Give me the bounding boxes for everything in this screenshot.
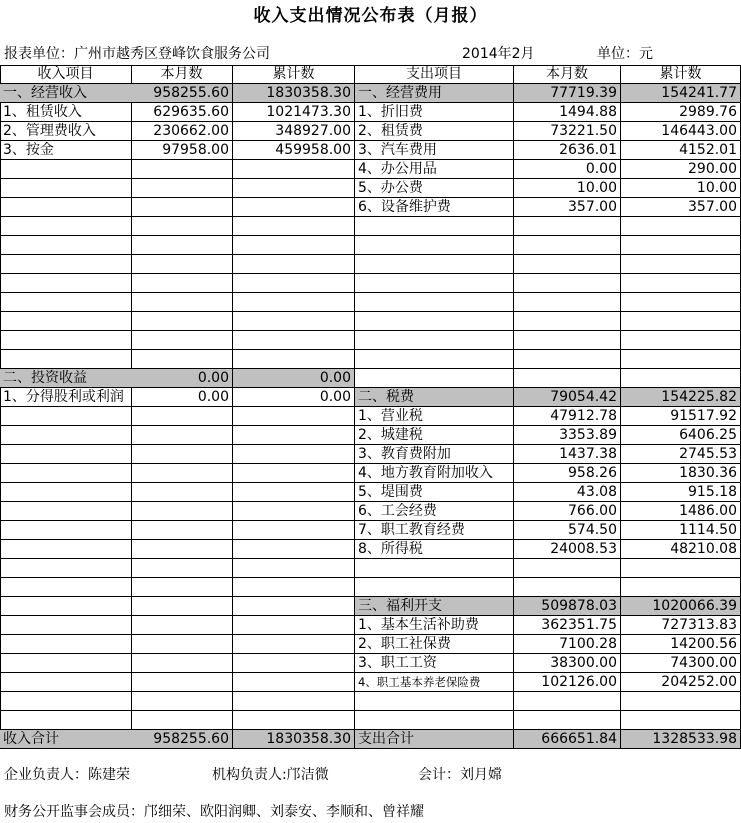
expense-month-value [514, 312, 621, 331]
income-month-value [131, 597, 233, 616]
income-item-label [0, 578, 132, 597]
expense-cumulative-value: 154225.82 [621, 388, 741, 407]
income-month-value: 958255.60 [131, 730, 233, 749]
income-cumulative-value: 0.00 [233, 369, 355, 388]
currency-unit: 单位：元 [597, 46, 653, 62]
income-cumulative-value [233, 578, 355, 597]
expense-month-value: 77719.39 [514, 84, 621, 103]
expense-month-value [514, 369, 621, 388]
expense-item-label [355, 331, 514, 350]
expense-item-label: 8、所得税 [355, 540, 514, 559]
expense-item-label: 4、职工基本养老保险费 [355, 673, 514, 692]
income-month-value [131, 483, 233, 502]
expense-item-label [355, 274, 514, 293]
income-cumulative-value [233, 255, 355, 274]
income-item-label [0, 217, 132, 236]
expense-item-label: 1、折旧费 [355, 103, 514, 122]
income-item-label [0, 654, 132, 673]
expense-item-header: 支出项目 [355, 65, 514, 84]
expense-month-value: 574.50 [514, 521, 621, 540]
expense-month-value: 362351.75 [514, 616, 621, 635]
expense-cumulative-value: 290.00 [621, 160, 741, 179]
expense-month-value: 357.00 [514, 198, 621, 217]
expense-cumulative-value: 2989.76 [621, 103, 741, 122]
income-month-value [131, 559, 233, 578]
income-item-label [0, 179, 132, 198]
accountant: 会计：刘月嫦 [418, 767, 502, 783]
expense-month-value: 2636.01 [514, 141, 621, 160]
expense-cumulative-value [621, 255, 741, 274]
report-period: 2014年2月 [462, 46, 535, 62]
income-cumulative-header: 累计数 [233, 65, 355, 84]
expense-cumulative-value [621, 578, 741, 597]
income-month-value [131, 673, 233, 692]
income-item-header: 收入项目 [0, 65, 132, 84]
income-month-header: 本月数 [131, 65, 233, 84]
income-cumulative-value [233, 426, 355, 445]
income-item-label [0, 502, 132, 521]
income-cumulative-value [233, 331, 355, 350]
income-item-label [0, 293, 132, 312]
expense-item-label: 三、福利开支 [355, 597, 514, 616]
income-cumulative-value [233, 179, 355, 198]
expense-month-header: 本月数 [514, 65, 621, 84]
expense-cumulative-value: 146443.00 [621, 122, 741, 141]
income-cumulative-value [233, 711, 355, 730]
expense-cumulative-value [621, 293, 741, 312]
expense-month-value [514, 293, 621, 312]
income-cumulative-value [233, 312, 355, 331]
income-month-value [131, 540, 233, 559]
expense-item-label [355, 711, 514, 730]
expense-item-label: 3、教育费附加 [355, 445, 514, 464]
expense-month-value: 3353.89 [514, 426, 621, 445]
expense-month-value: 666651.84 [514, 730, 621, 749]
expense-item-label [355, 578, 514, 597]
income-month-value: 0.00 [131, 369, 233, 388]
income-cumulative-value [233, 445, 355, 464]
reporting-unit: 报表单位：广州市越秀区登峰饮食服务公司 [4, 46, 270, 62]
expense-cumulative-value [621, 350, 741, 369]
income-item-label [0, 483, 132, 502]
expense-month-value: 79054.42 [514, 388, 621, 407]
income-item-label [0, 350, 132, 369]
income-cumulative-value [233, 350, 355, 369]
expense-cumulative-header: 累计数 [621, 65, 741, 84]
expense-month-value: 0.00 [514, 160, 621, 179]
income-item-label [0, 692, 132, 711]
expense-month-value [514, 255, 621, 274]
income-month-value [131, 312, 233, 331]
expense-month-value [514, 578, 621, 597]
income-cumulative-value [233, 407, 355, 426]
expense-month-value [514, 217, 621, 236]
expense-item-label: 一、经营费用 [355, 84, 514, 103]
expense-cumulative-value: 6406.25 [621, 426, 741, 445]
income-cumulative-value: 348927.00 [233, 122, 355, 141]
expense-item-label [355, 236, 514, 255]
expense-item-label: 5、堤围费 [355, 483, 514, 502]
income-month-value: 0.00 [131, 388, 233, 407]
income-item-label [0, 521, 132, 540]
expense-cumulative-value: 1020066.39 [621, 597, 741, 616]
expense-item-label: 支出合计 [355, 730, 514, 749]
expense-month-value: 73221.50 [514, 122, 621, 141]
income-cumulative-value [233, 464, 355, 483]
expense-cumulative-value [621, 331, 741, 350]
expense-item-label: 2、城建税 [355, 426, 514, 445]
income-month-value: 629635.60 [131, 103, 233, 122]
income-item-label [0, 236, 132, 255]
expense-item-label [355, 350, 514, 369]
income-month-value [131, 521, 233, 540]
expense-item-label: 4、办公用品 [355, 160, 514, 179]
income-cumulative-value [233, 236, 355, 255]
income-item-label [0, 426, 132, 445]
income-month-value [131, 445, 233, 464]
expense-cumulative-value: 1328533.98 [621, 730, 741, 749]
expense-cumulative-value: 2745.53 [621, 445, 741, 464]
income-month-value: 958255.60 [131, 84, 233, 103]
expense-month-value: 47912.78 [514, 407, 621, 426]
expense-item-label: 1、营业税 [355, 407, 514, 426]
income-cumulative-value: 1830358.30 [233, 730, 355, 749]
expense-item-label: 2、职工社保费 [355, 635, 514, 654]
expense-item-label: 二、税费 [355, 388, 514, 407]
income-cumulative-value [233, 160, 355, 179]
expense-cumulative-value: 1830.36 [621, 464, 741, 483]
expense-month-value: 24008.53 [514, 540, 621, 559]
income-item-label: 2、管理费收入 [0, 122, 132, 141]
income-item-label [0, 160, 132, 179]
income-cumulative-value [233, 521, 355, 540]
expense-cumulative-value [621, 312, 741, 331]
expense-item-label: 3、职工工资 [355, 654, 514, 673]
income-month-value [131, 635, 233, 654]
expense-month-value: 509878.03 [514, 597, 621, 616]
enterprise-head: 企业负责人：陈建荣 [4, 767, 130, 783]
expense-item-label: 6、设备维护费 [355, 198, 514, 217]
income-month-value [131, 274, 233, 293]
income-cumulative-value: 0.00 [233, 388, 355, 407]
expense-month-value: 1437.38 [514, 445, 621, 464]
income-month-value [131, 255, 233, 274]
agency-head: 机构负责人:邝洁微 [212, 767, 329, 783]
income-item-label [0, 274, 132, 293]
income-month-value [131, 198, 233, 217]
income-item-label [0, 312, 132, 331]
expense-month-value: 1494.88 [514, 103, 621, 122]
income-cumulative-value [233, 654, 355, 673]
income-item-label [0, 445, 132, 464]
expense-month-value [514, 692, 621, 711]
expense-month-value: 102126.00 [514, 673, 621, 692]
income-month-value [131, 331, 233, 350]
income-month-value [131, 160, 233, 179]
income-item-label [0, 540, 132, 559]
income-month-value [131, 654, 233, 673]
income-item-label: 二、投资收益 [0, 369, 132, 388]
expense-month-value [514, 559, 621, 578]
income-item-label [0, 407, 132, 426]
income-cumulative-value [233, 559, 355, 578]
income-month-value [131, 502, 233, 521]
expense-month-value: 766.00 [514, 502, 621, 521]
expense-item-label [355, 692, 514, 711]
expense-cumulative-value: 74300.00 [621, 654, 741, 673]
income-month-value [131, 692, 233, 711]
income-item-label: 收入合计 [0, 730, 132, 749]
supervisory-board-members: 财务公开监事会成员：邝细荣、欧阳润卿、刘泰安、李顺和、曾祥耀 [4, 804, 424, 820]
expense-item-label: 3、汽车费用 [355, 141, 514, 160]
income-month-value: 230662.00 [131, 122, 233, 141]
expense-cumulative-value: 4152.01 [621, 141, 741, 160]
income-item-label [0, 198, 132, 217]
expense-month-value: 7100.28 [514, 635, 621, 654]
income-month-value [131, 407, 233, 426]
expense-month-value: 10.00 [514, 179, 621, 198]
expense-cumulative-value: 154241.77 [621, 84, 741, 103]
income-item-label [0, 597, 132, 616]
income-month-value [131, 293, 233, 312]
income-item-label [0, 255, 132, 274]
income-cumulative-value [233, 198, 355, 217]
income-month-value [131, 464, 233, 483]
income-month-value [131, 236, 233, 255]
expense-item-label: 7、职工教育经费 [355, 521, 514, 540]
income-month-value [131, 711, 233, 730]
income-cumulative-value [233, 217, 355, 236]
expense-item-label [355, 369, 514, 388]
income-month-value: 97958.00 [131, 141, 233, 160]
expense-cumulative-value [621, 274, 741, 293]
income-item-label: 3、按金 [0, 141, 132, 160]
income-cumulative-value: 1021473.30 [233, 103, 355, 122]
expense-item-label: 6、工会经费 [355, 502, 514, 521]
expense-item-label: 4、地方教育附加收入 [355, 464, 514, 483]
expense-item-label [355, 293, 514, 312]
income-item-label [0, 331, 132, 350]
expense-month-value: 38300.00 [514, 654, 621, 673]
expense-cumulative-value: 1486.00 [621, 502, 741, 521]
expense-cumulative-value [621, 217, 741, 236]
income-item-label [0, 711, 132, 730]
expense-cumulative-value: 204252.00 [621, 673, 741, 692]
income-item-label: 1、分得股利或利润 [0, 388, 132, 407]
income-month-value [131, 426, 233, 445]
expense-item-label [355, 217, 514, 236]
expense-cumulative-value: 727313.83 [621, 616, 741, 635]
income-item-label [0, 616, 132, 635]
income-cumulative-value: 1830358.30 [233, 84, 355, 103]
expense-month-value: 958.26 [514, 464, 621, 483]
income-cumulative-value [233, 502, 355, 521]
expense-cumulative-value [621, 369, 741, 388]
income-cumulative-value [233, 597, 355, 616]
expense-item-label [355, 559, 514, 578]
income-cumulative-value [233, 293, 355, 312]
expense-cumulative-value: 915.18 [621, 483, 741, 502]
income-cumulative-value [233, 635, 355, 654]
income-cumulative-value [233, 673, 355, 692]
income-cumulative-value [233, 540, 355, 559]
expense-cumulative-value: 14200.56 [621, 635, 741, 654]
expense-item-label: 2、租赁费 [355, 122, 514, 141]
expense-cumulative-value: 1114.50 [621, 521, 741, 540]
expense-item-label: 1、基本生活补助费 [355, 616, 514, 635]
expense-item-label [355, 255, 514, 274]
income-month-value [131, 217, 233, 236]
expense-month-value [514, 274, 621, 293]
expense-cumulative-value: 91517.92 [621, 407, 741, 426]
expense-month-value [514, 711, 621, 730]
expense-item-label [355, 312, 514, 331]
expense-cumulative-value [621, 559, 741, 578]
expense-month-value: 43.08 [514, 483, 621, 502]
income-item-label [0, 464, 132, 483]
expense-cumulative-value: 48210.08 [621, 540, 741, 559]
expense-item-label: 5、办公费 [355, 179, 514, 198]
income-cumulative-value [233, 483, 355, 502]
expense-month-value [514, 236, 621, 255]
income-item-label: 一、经营收入 [0, 84, 132, 103]
income-item-label: 1、租赁收入 [0, 103, 132, 122]
expense-cumulative-value [621, 692, 741, 711]
report-title: 收入支出情况公布表（月报） [253, 6, 488, 26]
income-month-value [131, 179, 233, 198]
expense-month-value [514, 350, 621, 369]
income-item-label [0, 673, 132, 692]
expense-cumulative-value: 10.00 [621, 179, 741, 198]
income-cumulative-value: 459958.00 [233, 141, 355, 160]
income-cumulative-value [233, 692, 355, 711]
income-item-label [0, 635, 132, 654]
income-month-value [131, 578, 233, 597]
income-cumulative-value [233, 274, 355, 293]
income-month-value [131, 616, 233, 635]
expense-cumulative-value [621, 236, 741, 255]
income-month-value [131, 350, 233, 369]
expense-cumulative-value [621, 711, 741, 730]
income-cumulative-value [233, 616, 355, 635]
expense-cumulative-value: 357.00 [621, 198, 741, 217]
expense-month-value [514, 331, 621, 350]
income-item-label [0, 559, 132, 578]
report-table [0, 65, 741, 749]
